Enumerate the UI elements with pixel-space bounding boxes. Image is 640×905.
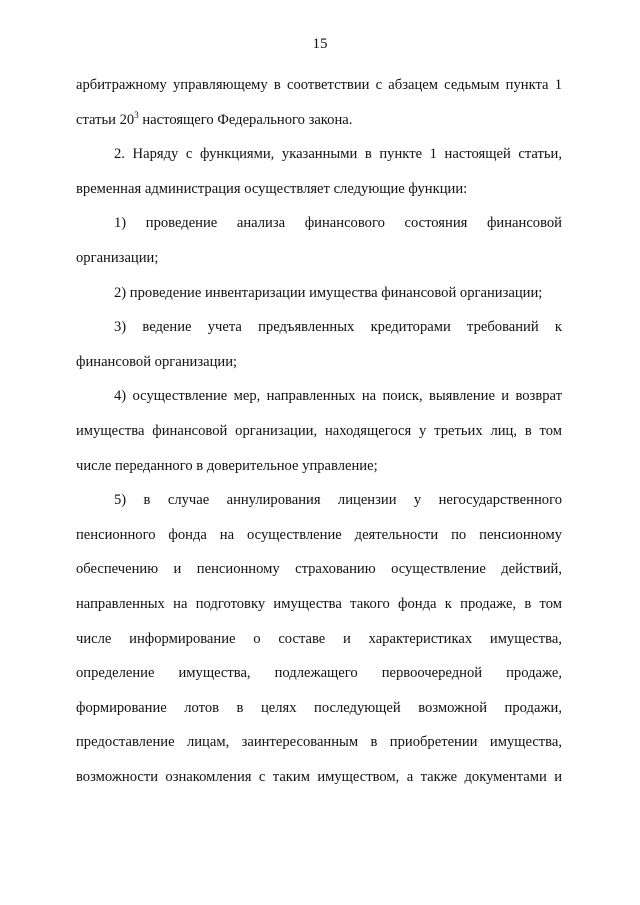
text-fragment: настоящего Федерального закона. [138, 111, 353, 128]
text-line: 2. Наряду с функциями, указанными в пункте 1 настоящей статьи, [114, 146, 562, 163]
text-line: 1) проведение анализа финансового состояния финансовой [114, 215, 562, 232]
text-line: организации; [76, 249, 159, 266]
text-line: формирование лотов в целях последующей возможной продажи, [76, 699, 562, 716]
text-line: временная администрация осуществляет следующие функции: [76, 180, 468, 197]
text-line: обеспечению и пенсионному страхованию осуществление действий, [76, 561, 562, 578]
text-line: 3) ведение учета предъявленных кредиторами требований к [114, 319, 562, 336]
text-line: числе переданного в доверительное управление; [76, 457, 378, 474]
text-line: предоставление лицам, заинтересованным в приобретении имущества, [76, 734, 562, 751]
page-number: 15 [312, 36, 328, 52]
text-line: арбитражному управляющему в соответствии с абзацем седьмым пункта 1 [76, 77, 562, 93]
text-fragment: статьи 20 [76, 111, 135, 128]
text-line: 2) проведение инвентаризации имущества финансовой организации; [114, 284, 543, 301]
text-line: числе информирование о составе и характеристиках имущества, [76, 630, 562, 647]
text-line: 5) в случае аннулирования лицензии у негосударственного [114, 492, 562, 509]
text-line: имущества финансовой организации, находящегося у третьих лиц, в том [76, 422, 562, 439]
text-line: определение имущества, подлежащего первоочередной продаже, [76, 665, 562, 682]
text-line: финансовой организации; [76, 353, 238, 370]
superscript: 3 [134, 109, 139, 120]
text-line: возможности ознакомления с таким имуществом, а также документами и [76, 768, 562, 785]
text-line: пенсионного фонда на осуществление деятельности по пенсионному [76, 526, 562, 543]
document-body [76, 68, 562, 794]
text-line [76, 103, 562, 138]
text-line: 4) осуществление мер, направленных на поиск, выявление и возврат [114, 388, 562, 405]
text-line: направленных на подготовку имущества такого фонда к продаже, в том [76, 595, 562, 612]
